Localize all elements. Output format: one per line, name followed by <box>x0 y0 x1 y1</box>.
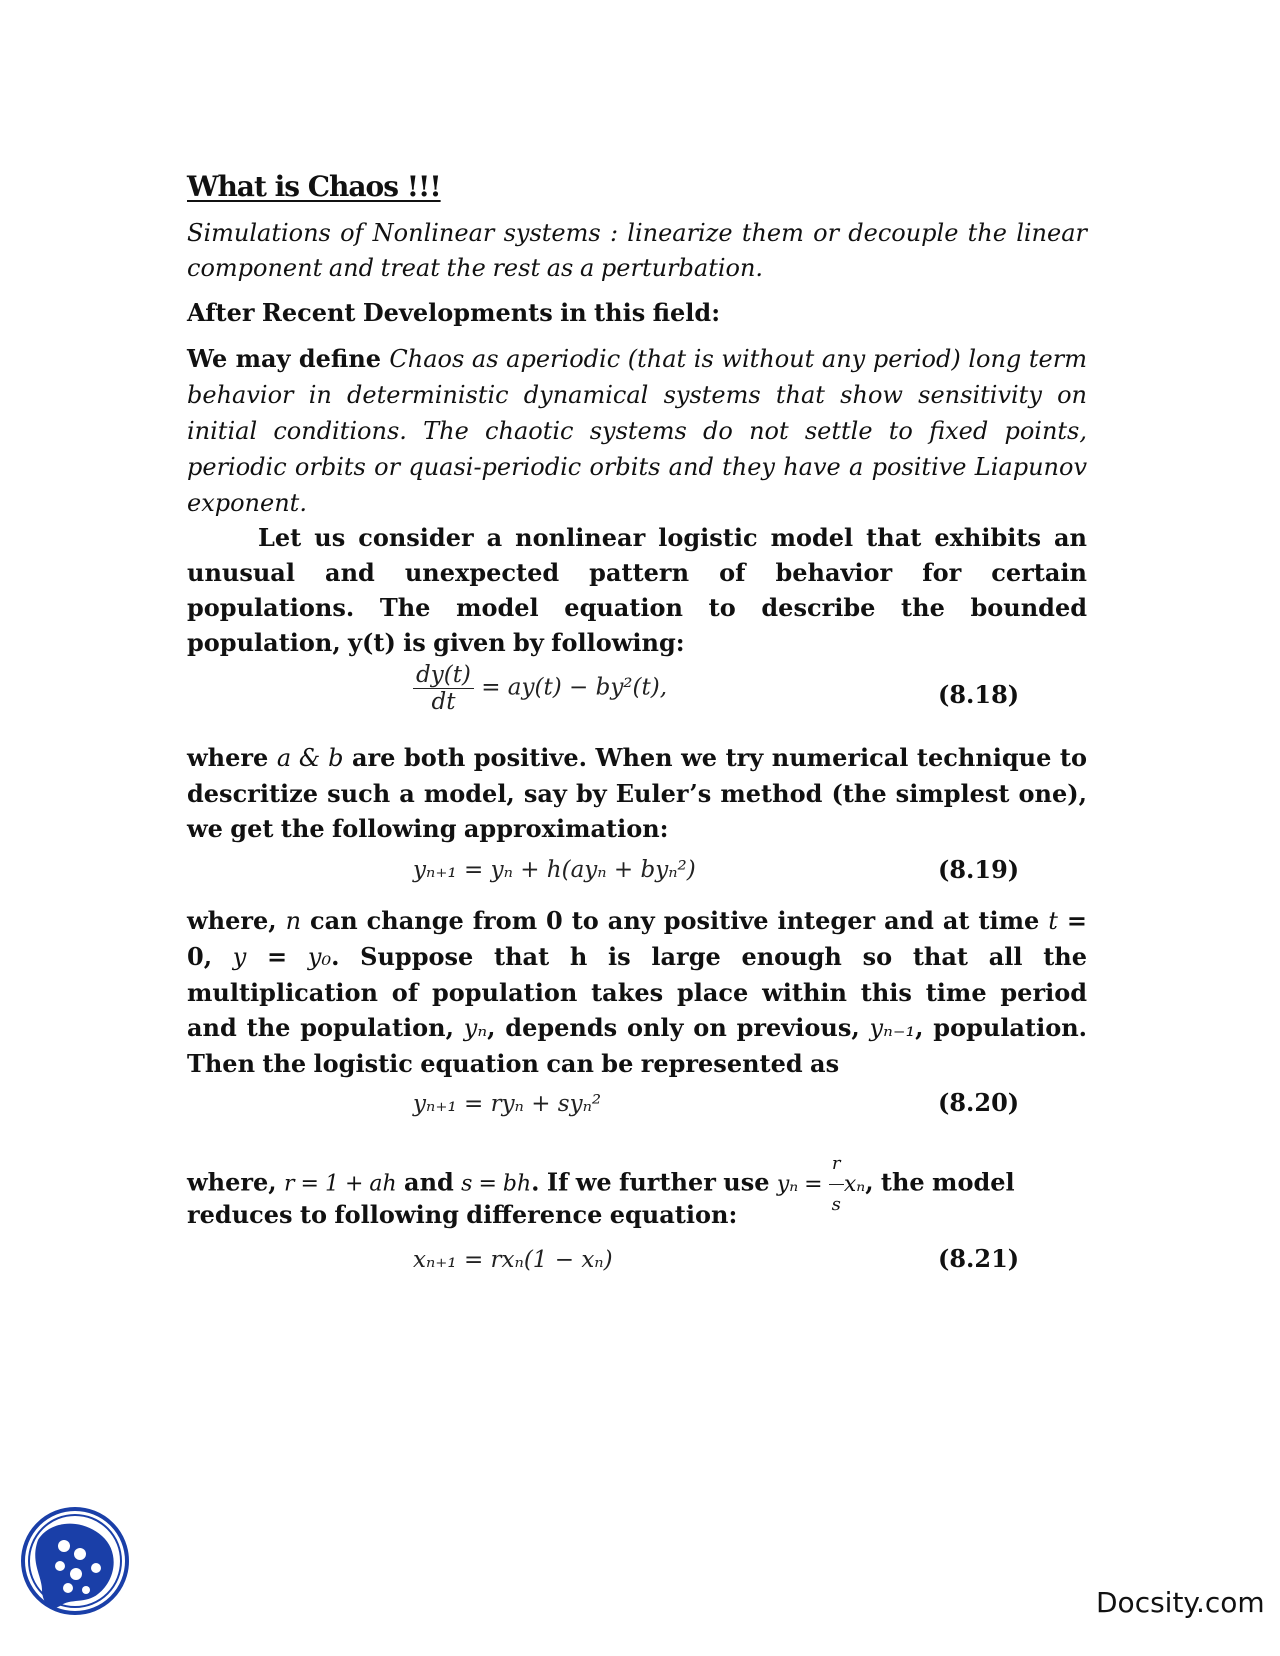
equation-label-8-18: (8.18) <box>938 680 1020 709</box>
equation-fraction <box>413 662 474 715</box>
text-segment: where, <box>187 1167 285 1197</box>
text-segment: and <box>396 1167 462 1197</box>
math-substitution <box>776 1153 866 1215</box>
fraction-numerator: dy(t) <box>413 662 474 689</box>
text-segment: . If we further use <box>531 1167 777 1197</box>
logistic-paragraph: Let us consider a nonlinear logistic model that exhibits an unusual and unexpected pattern of behavior for certain populations. The model equation to describe the bounded population, y(t) is given by following: <box>187 523 1087 657</box>
equation-label-8-21: (8.21) <box>938 1244 1020 1273</box>
math-y0: y₀ <box>307 943 332 971</box>
text-segment: . Suppose that h is large enough so that all the multiplication of population takes place within this time period and the population, <box>187 942 1088 1042</box>
text-segment: , the model <box>865 1167 1015 1197</box>
equation-label-8-19: (8.19) <box>938 855 1020 884</box>
text-segment: = <box>246 942 308 971</box>
time-step-paragraph <box>187 903 1087 1081</box>
docsity-logo-icon <box>20 1506 130 1616</box>
euler-paragraph <box>187 740 1087 846</box>
fraction-denominator: s <box>831 1194 841 1215</box>
equation-8-20: yₙ₊₁ = ryₙ + syₙ² <box>413 1091 602 1117</box>
fraction-numerator: r <box>829 1144 844 1185</box>
where-text: where <box>187 743 277 772</box>
docsity-watermark[interactable]: Docsity.com <box>1096 1586 1265 1619</box>
subheading: After Recent Developments in this field: <box>187 298 721 327</box>
euler-text: are both positive. When we try numerical technique to descritize such a model, say by Euler’s method (the simplest one), we get the following approximation: <box>187 743 1087 843</box>
definition-lead: We may define <box>187 344 390 373</box>
math-s-def: s = bh <box>461 1171 532 1197</box>
math-r-def: r = 1 + ah <box>284 1171 397 1197</box>
text-segment: where, <box>187 906 286 935</box>
text-segment: = 0, <box>187 906 1087 971</box>
equation-8-19: yₙ₊₁ = yₙ + h(ayₙ + byₙ²) <box>413 857 696 883</box>
equation-8-21: xₙ₊₁ = rxₙ(1 − xₙ) <box>413 1247 613 1273</box>
text-segment: can change from 0 to any positive integer and at time <box>301 906 1049 935</box>
variables-a-b: a & b <box>276 744 344 772</box>
equation-8-18 <box>413 662 667 715</box>
page-title: What is Chaos !!! <box>187 170 441 203</box>
fraction-denominator: dt <box>431 689 456 715</box>
math-yn: yₙ <box>463 1014 488 1042</box>
math-n: n <box>285 907 302 935</box>
reduces-paragraph: reduces to following difference equation: <box>187 1200 738 1229</box>
text-segment: , depends only on previous, <box>487 1013 870 1042</box>
definition-body: Chaos as aperiodic (that is without any period) long term behavior in deterministic dynamical systems that show sensitivity on initial conditions. The chaotic systems do not settle to fixed points, periodic orbits or quasi-periodic orbits and they have a positive Liapunov exponent. <box>187 345 1087 517</box>
definition-paragraph <box>187 341 1087 521</box>
text-segment: , population. Then the logistic equation can be represented as <box>187 1013 1088 1078</box>
math-xn: xₙ <box>843 1171 866 1197</box>
equation-label-8-20: (8.20) <box>938 1088 1020 1117</box>
math-yn-minus-1: yₙ₋₁ <box>869 1014 916 1042</box>
math-y: y <box>232 943 247 971</box>
math-yn-eq: yₙ = <box>776 1171 829 1197</box>
intro-paragraph: Simulations of Nonlinear systems : linearize them or decouple the linear component and treat the rest as a perturbation. <box>187 219 1087 282</box>
equation-rhs: = ay(t) − by²(t), <box>481 674 668 701</box>
math-t: t <box>1048 907 1058 935</box>
